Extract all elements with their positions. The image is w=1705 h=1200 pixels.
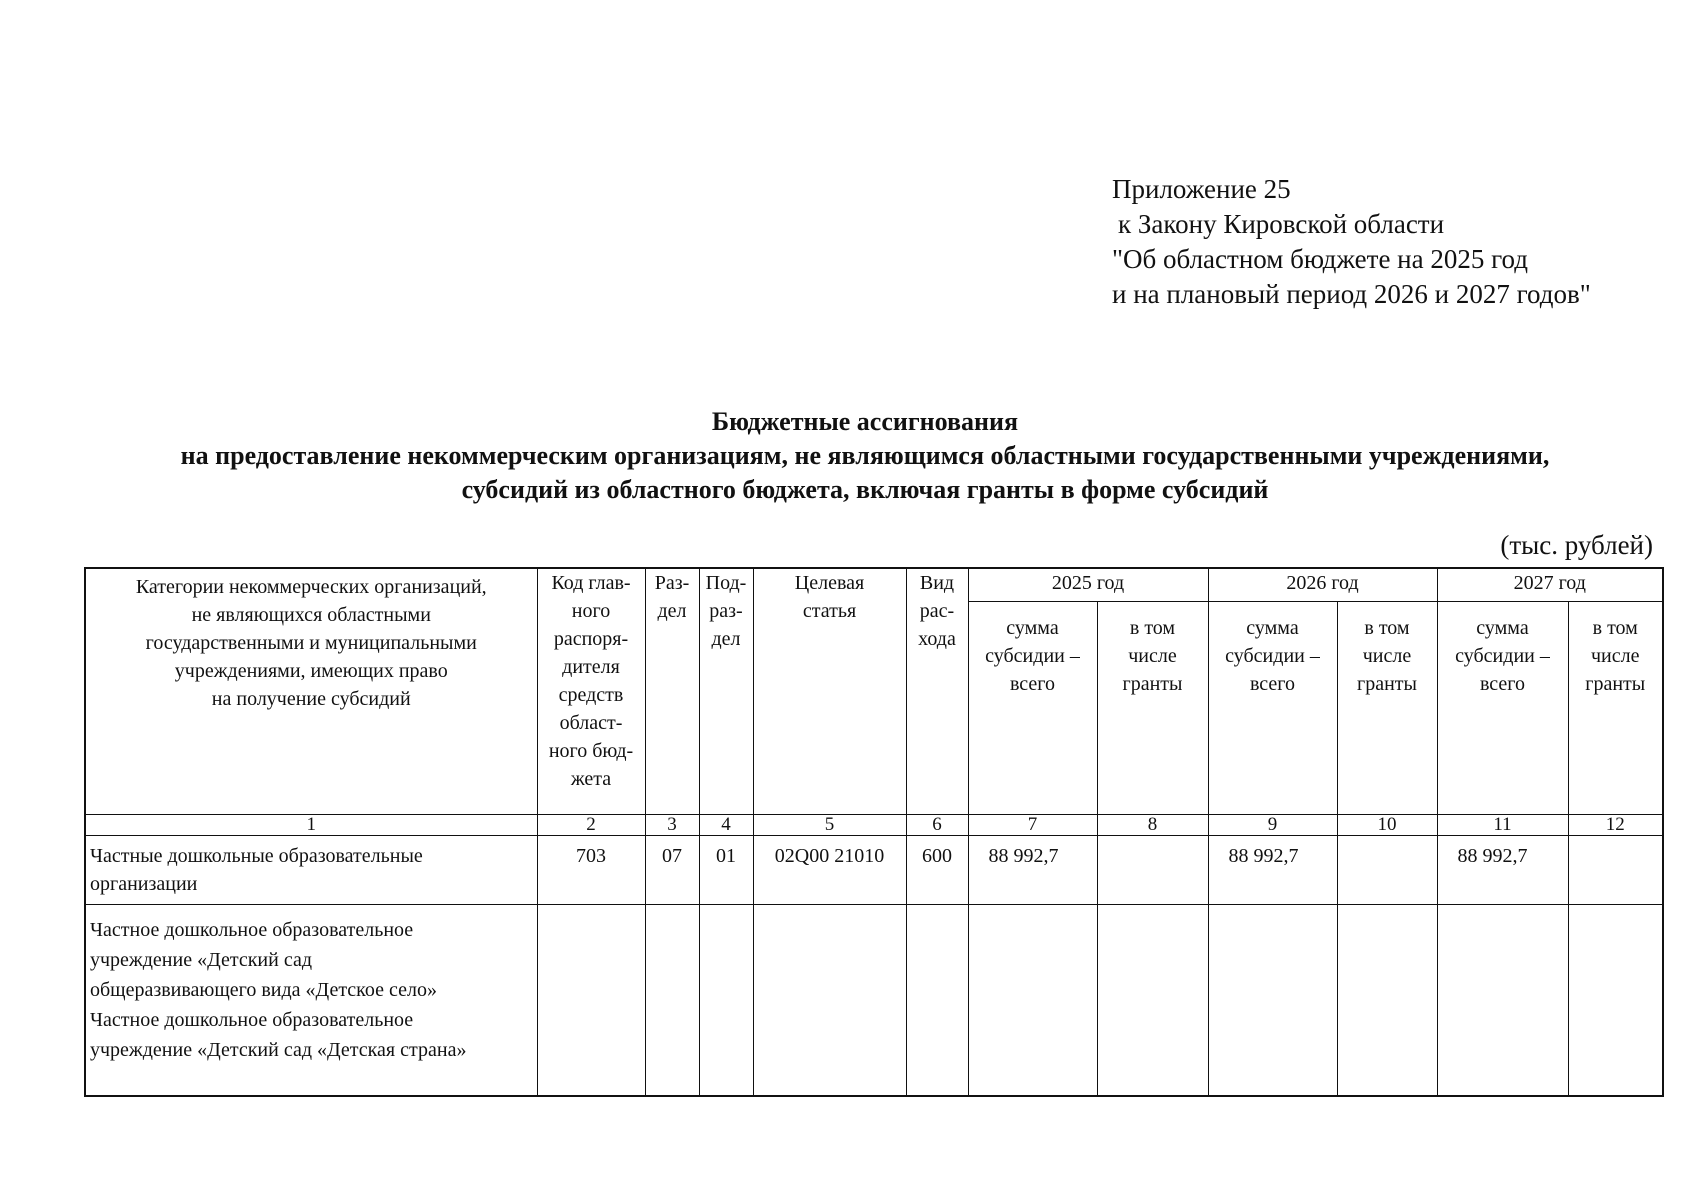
- column-number: 12: [1568, 815, 1663, 836]
- budget-table: [84, 567, 1664, 1097]
- header-year-2025: 2025 год: [968, 568, 1208, 602]
- cell-line: учреждение «Детский сад «Детская страна»: [90, 1039, 467, 1061]
- header-line: числе: [1128, 645, 1177, 667]
- empty-cell: [753, 905, 906, 1097]
- cell-organizations: [85, 905, 537, 1097]
- cell-line: Частное дошкольное образовательное: [90, 1009, 414, 1031]
- header-line: дел: [657, 600, 687, 622]
- header-line: ного бюд-: [548, 740, 634, 762]
- document-title: [60, 405, 1670, 507]
- column-number: 7: [968, 815, 1097, 836]
- table-row: [85, 905, 1663, 1097]
- header-line: в том: [1592, 617, 1638, 639]
- cell-expense-type: 600: [906, 836, 968, 905]
- header-line: субсидии –: [1455, 645, 1550, 667]
- cell-sum-2026: 88 992,7: [1208, 836, 1337, 905]
- empty-cell: [537, 905, 645, 1097]
- header-line: сумма: [1476, 617, 1529, 639]
- header-line: распоря-: [553, 628, 629, 650]
- header-code: [537, 568, 645, 815]
- empty-cell: [906, 905, 968, 1097]
- header-line: на получение субсидий: [211, 688, 411, 710]
- column-number: 3: [645, 815, 699, 836]
- header-line: дителя: [562, 656, 620, 678]
- units-label: (тыс. рублей): [1500, 530, 1653, 560]
- header-target: [753, 568, 906, 815]
- header-line: Категории некоммерческих организаций,: [135, 576, 487, 598]
- header-line: средств: [558, 684, 624, 706]
- empty-cell: [645, 905, 699, 1097]
- header-sum-total-2025: [968, 602, 1097, 815]
- header-section: [645, 568, 699, 815]
- header-sum-total-2026: [1208, 602, 1337, 815]
- header-line: Код глав-: [551, 572, 631, 594]
- header-line: област-: [559, 712, 623, 734]
- column-number: 11: [1437, 815, 1568, 836]
- header-grants-2025: [1097, 602, 1208, 815]
- empty-cell: [1208, 905, 1337, 1097]
- cell-line: общеразвивающего вида «Детское село»: [90, 979, 437, 1001]
- cell-sum-2027: 88 992,7: [1437, 836, 1568, 905]
- column-number: 10: [1337, 815, 1437, 836]
- cell-subsection: 01: [699, 836, 753, 905]
- header-line: Под-: [705, 572, 747, 594]
- header-line: числе: [1591, 645, 1640, 667]
- header-line: хода: [918, 628, 956, 650]
- table-row: [85, 836, 1663, 905]
- header-line: статья: [802, 600, 857, 622]
- appendix-block: [1112, 172, 1591, 312]
- header-expense-type: [906, 568, 968, 815]
- cell-grants-2025: [1097, 836, 1208, 905]
- header-line: дел: [711, 628, 741, 650]
- header-line: числе: [1362, 645, 1412, 667]
- header-line: субсидии –: [1225, 645, 1320, 667]
- cell-grants-2026: [1337, 836, 1437, 905]
- cell-target: 02Q00 21010: [753, 836, 906, 905]
- title-line: субсидий из областного бюджета, включая гранты в форме субсидий: [461, 475, 1269, 504]
- header-line: не являющихся областными: [191, 604, 431, 626]
- header-line: сумма: [1246, 617, 1299, 639]
- cell-category: [85, 836, 537, 905]
- appendix-line: Приложение 25: [1112, 174, 1291, 204]
- empty-cell: [1437, 905, 1568, 1097]
- empty-cell: [1337, 905, 1437, 1097]
- header-line: жета: [570, 768, 612, 790]
- header-line: гранты: [1357, 673, 1417, 695]
- header-line: в том: [1364, 617, 1410, 639]
- empty-cell: [1097, 905, 1208, 1097]
- column-number: 1: [85, 815, 537, 836]
- header-line: Раз-: [654, 572, 690, 594]
- header-year-2027: 2027 год: [1437, 568, 1663, 602]
- header-line: субсидии –: [985, 645, 1080, 667]
- header-year-2026: 2026 год: [1208, 568, 1437, 602]
- header-sum-total-2027: [1437, 602, 1568, 815]
- header-subsection: [699, 568, 753, 815]
- header-line: Целевая: [794, 572, 865, 594]
- cell-line: Частное дошкольное образовательное: [90, 919, 414, 941]
- appendix-line: и на плановый период 2026 и 2027 годов": [1112, 279, 1591, 309]
- column-number: 2: [537, 815, 645, 836]
- header-line: учреждениями, имеющих право: [174, 660, 448, 682]
- column-number: 8: [1097, 815, 1208, 836]
- cell-code: 703: [537, 836, 645, 905]
- appendix-line: к Закону Кировской области: [1118, 209, 1445, 239]
- column-number: 6: [906, 815, 968, 836]
- column-number-row: [85, 815, 1663, 836]
- header-line: сумма: [1006, 617, 1059, 639]
- header-grants-2027: [1568, 602, 1663, 815]
- header-line: всего: [1249, 673, 1296, 695]
- header-line: всего: [1009, 673, 1056, 695]
- header-line: Вид: [919, 572, 955, 594]
- header-line: ного: [571, 600, 611, 622]
- empty-cell: [699, 905, 753, 1097]
- cell-section: 07: [645, 836, 699, 905]
- header-line: рас-: [919, 600, 955, 622]
- cell-sum-2025: 88 992,7: [968, 836, 1097, 905]
- header-category: [85, 568, 537, 815]
- cell-line: учреждение «Детский сад: [90, 949, 313, 971]
- cell-line: организации: [90, 873, 198, 895]
- empty-cell: [1568, 905, 1663, 1097]
- empty-cell: [968, 905, 1097, 1097]
- header-line: гранты: [1122, 673, 1183, 695]
- appendix-line: "Об областном бюджете на 2025 год: [1112, 244, 1528, 274]
- title-line: Бюджетные ассигнования: [711, 407, 1019, 436]
- header-line: раз-: [709, 600, 743, 622]
- column-number: 9: [1208, 815, 1337, 836]
- header-line: государственными и муниципальными: [145, 632, 477, 654]
- header-grants-2026: [1337, 602, 1437, 815]
- column-number: 4: [699, 815, 753, 836]
- cell-grants-2027: [1568, 836, 1663, 905]
- header-line: всего: [1479, 673, 1526, 695]
- header-line: гранты: [1585, 673, 1646, 695]
- cell-line: Частные дошкольные образовательные: [90, 845, 423, 867]
- title-line: на предоставление некоммерческим организациям, не являющимся областными государственными учреждениями,: [180, 441, 1550, 470]
- column-number: 5: [753, 815, 906, 836]
- header-line: в том: [1129, 617, 1176, 639]
